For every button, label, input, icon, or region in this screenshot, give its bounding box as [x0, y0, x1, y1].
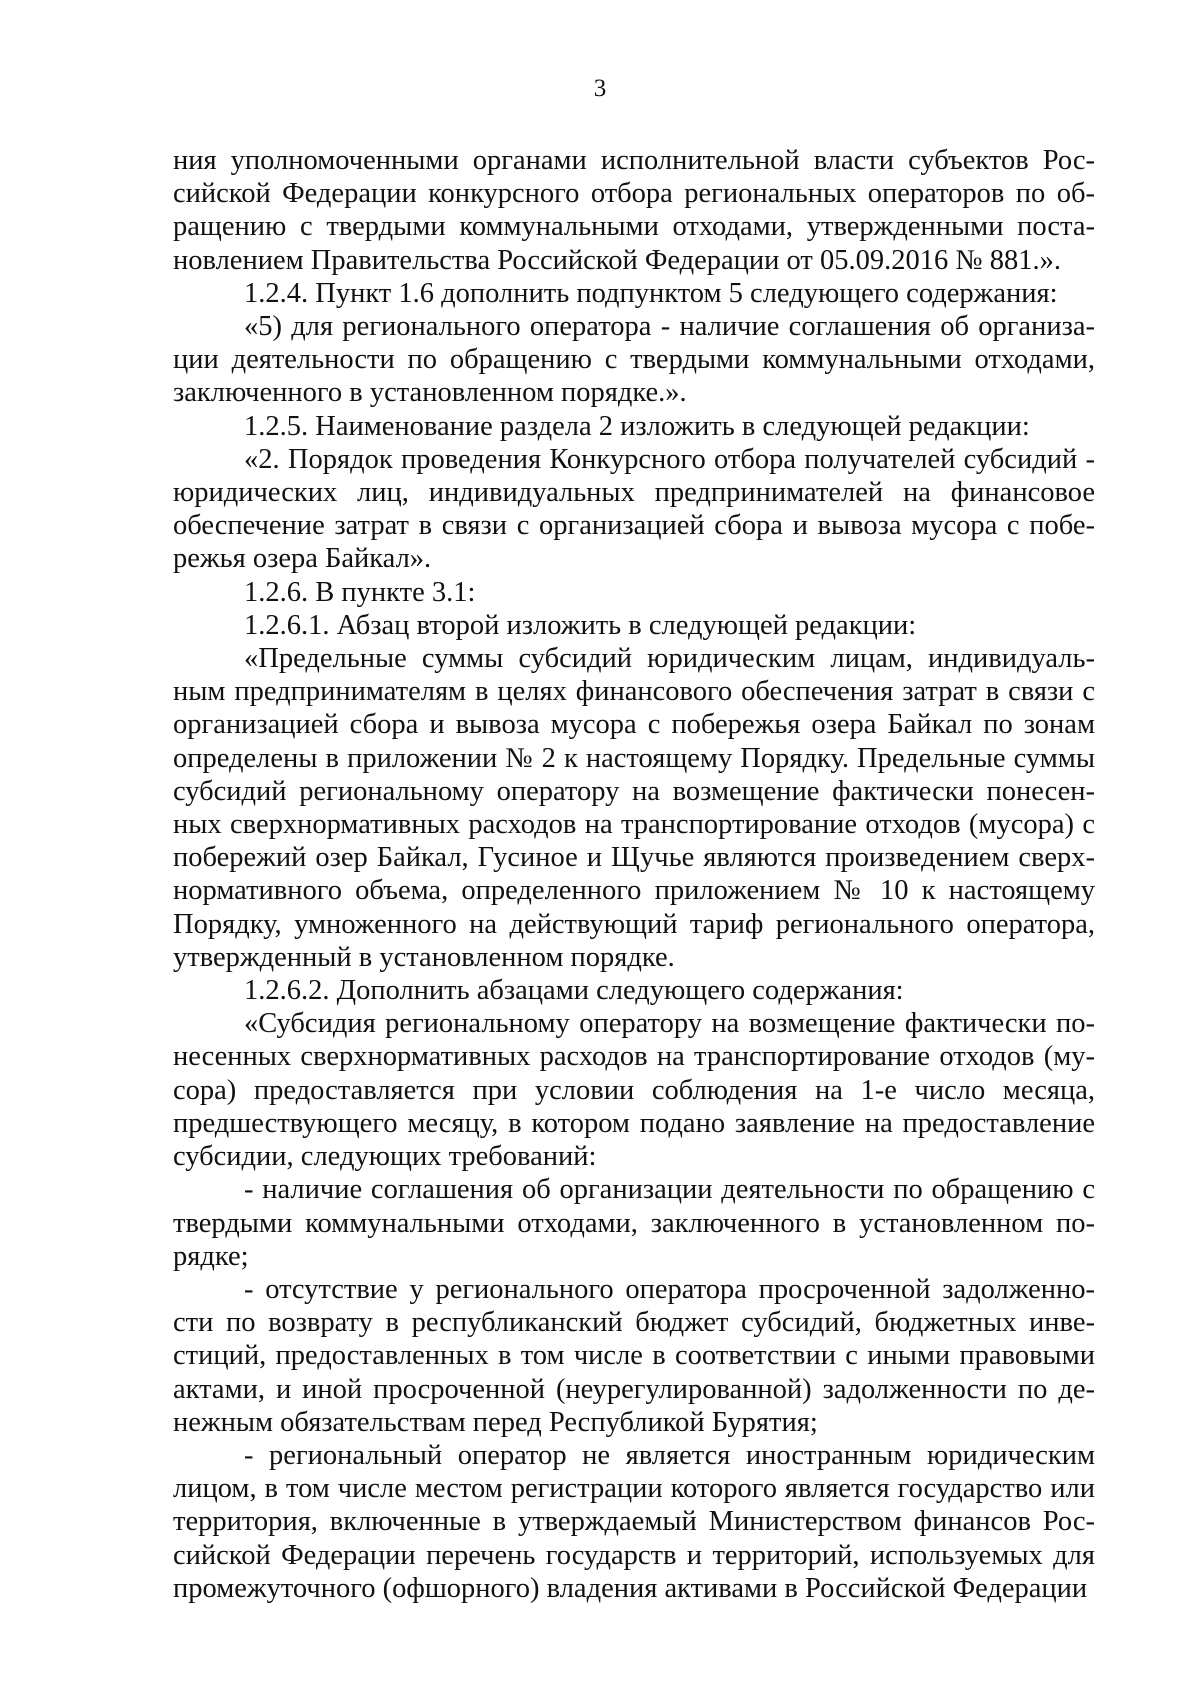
- paragraph-continuation: ния уполномоченными органами исполнительной власти субъектов Российской Федерации конкурсного отбора региональных операторов по обращению с твердыми коммунальными отходами, утвержденными постановлением Правительства Российской Федерации от 05.09.2016 № 881.».: [173, 145, 1095, 276]
- paragraph-1-2-5: 1.2.5. Наименование раздела 2 изложить в следующей редакции:: [244, 410, 1030, 442]
- paragraph-quote-subsidy-limits: «Предельные суммы субсидий юридическим лицам, индивидуальным предпринимателям в целях финансового обеспечения затрат в связи с организацией сбора и вывоза мусора с побережья озера Байкал по зонам определены в приложении № 2 к настоящему Порядку. Предельные суммы субсидий региональному оператору на возмещение фактически понесенных сверхнормативных расходов на транспортирование отходов (мусора) с побережий озер Байкал, Гусиное и Щучье являются произведением сверхнормативного объема, определенного приложением № 10 к настоящему Порядку, умноженного на действующий тариф регионального оператора, утвержденный в установленном порядке.: [173, 643, 1095, 973]
- paragraph-1-2-6-1: 1.2.6.1. Абзац второй изложить в следующей редакции:: [244, 609, 917, 641]
- list-item-agreement: - наличие соглашения об организации деятельности по обращению с твердыми коммунальными отходами, заключенного в установленном порядке;: [173, 1174, 1095, 1272]
- page-number: 3: [593, 75, 607, 102]
- list-item-not-foreign-entity: - региональный оператор не является иностранным юридическим лицом, в том числе местом регистрации которого является государство или территория, включенные в утверждаемый Министерством финансов Российской Федерации перечень государств и территорий, используемых для промежуточного (офшорного) владения активами в Российской Федерации: [173, 1439, 1095, 1604]
- paragraph-1-2-4: 1.2.4. Пункт 1.6 дополнить подпунктом 5 следующего содержания:: [244, 277, 1058, 309]
- paragraph-quote-subsidy-conditions: «Субсидия региональному оператору на возмещение фактически понесенных сверхнормативных расходов на транспортирование отходов (мусора) предоставляется при условии соблюдения на 1-е число месяца, предшествующего месяцу, в котором подано заявление на предоставление субсидии, следующих требований:: [173, 1008, 1095, 1173]
- paragraph-1-2-6: 1.2.6. В пункте 3.1:: [244, 576, 476, 608]
- list-item-no-debt: - отсутствие у регионального оператора просроченной задолженности по возврату в республиканский бюджет субсидий, бюджетных инвестиций, предоставленных в том числе в соответствии с иными правовыми актами, и иной просроченной (неурегулированной) задолженности по денежным обязательствам перед Республикой Бурятия;: [173, 1273, 1095, 1438]
- paragraph-1-2-6-2: 1.2.6.2. Дополнить абзацами следующего содержания:: [244, 975, 904, 1007]
- paragraph-quote-subitem-5: «5) для регионального оператора - наличие соглашения об организации деятельности по обращению с твердыми коммунальными отходами, заключенного в установленном порядке.».: [173, 311, 1095, 409]
- document-body: [173, 144, 1095, 1605]
- paragraph-quote-section-2-title: «2. Порядок проведения Конкурсного отбора получателей субсидий - юридических лиц, индивидуальных предпринимателей на финансовое обеспечение затрат в связи с организацией сбора и вывоза мусора с побережья озера Байкал».: [173, 443, 1095, 575]
